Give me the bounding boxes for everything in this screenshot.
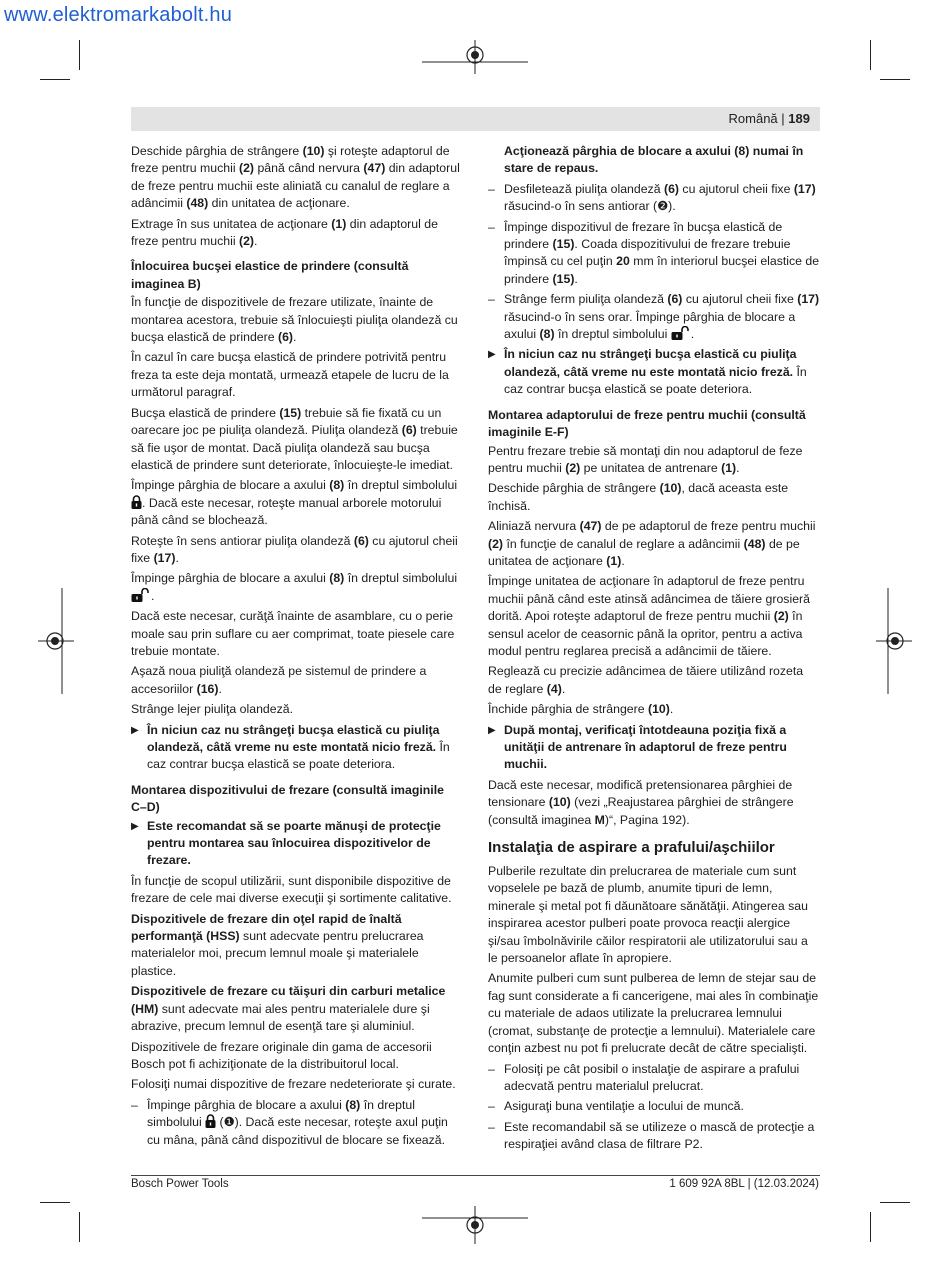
crop-mark (79, 40, 80, 70)
dash-list-item: – Asiguraţi buna ventilaţie a locului de muncă. (488, 1098, 820, 1115)
section-title: Instalaţia de aspirare a prafului/aşchiilor (488, 839, 775, 857)
dash-bullet: – (488, 1061, 495, 1076)
paragraph: Aliniază nervura (47) de pe adaptorul de freze pentru muchii (2) în funcţie de canalul de reglare a adâncimii (48) de pe unitatea de acţionare (1). (488, 519, 816, 568)
dash-list-item: – Folosiţi pe cât posibil o instalaţie de aspirare a prafului adecvată pentru materialul prelucrat. (488, 1061, 800, 1093)
paragraph: Închide pârghia de strângere (10). (488, 702, 674, 717)
left-column (131, 143, 461, 1152)
paragraph: În funcţie de scopul utilizării, sunt disponibile dispozitive de frezare de cele mai diverse execuţii şi sortimente calitative. (131, 873, 452, 906)
paragraph: În cazul în care bucşa elastică de prindere potrivită pentru freza ta este deja montată, urmează etapele de lucru de la următorul paragraf. (131, 350, 449, 400)
paragraph: Deschide pârghia de strângere (10), dacă aceasta este închisă. (488, 481, 789, 513)
dash-bullet: – (488, 292, 495, 307)
paragraph: Împinge pârghia de blocare a axului (8) în dreptul simbolului . Dacă este necesar, roteşte manual arborele motorului până când se blochează. (131, 478, 458, 528)
dash-bullet: – (488, 219, 495, 234)
warning-item: ▶ În niciun caz nu strângeţi bucşa elastică cu piuliţa olandeză, câtă vreme nu este montată nicio freză. În caz contrar bucşa elastică se poate deteriora. (488, 347, 807, 397)
paragraph: Deschide pârghia de strângere (10) şi roteşte adaptorul de freze pentru muchii (2) până când nervura (47) din adaptorul de freze pentru muchii este aliniată cu canalul de reglare a adâncimii (48) din unitatea de acţionare. (131, 144, 460, 211)
paragraph: Pentru frezare trebie să montaţi din nou adaptorul de feze pentru muchii (2) pe unitatea de antrenare (1). (488, 443, 803, 475)
paragraph: Roteşte în sens antiorar piuliţa olandeză (6) cu ajutorul cheii fixe (17). (131, 533, 458, 565)
warning-bullet-icon: ▶ (488, 349, 496, 361)
footer-brand: Bosch Power Tools (131, 1178, 229, 1190)
paragraph: Aşază noua piuliţă olandeză pe sistemul de prindere a accesoriilor (16). (131, 664, 427, 696)
dash-bullet: – (488, 181, 495, 196)
lock-closed-icon (131, 495, 142, 509)
registration-mark-bottom (422, 1206, 528, 1246)
lock-open-icon (671, 326, 691, 340)
footer-divider (131, 1175, 820, 1176)
warning-item: ▶ Este recomandat să se poarte mănuşi de protecţie pentru montarea sau înlocuirea dispozitivelor de frezare. (131, 818, 441, 868)
crop-mark (870, 40, 871, 70)
crop-mark (40, 79, 70, 80)
paragraph: Folosiţi numai dispozitive de frezare nedeteriorate şi curate. (131, 1077, 456, 1092)
right-column (488, 143, 820, 1157)
crop-mark (880, 1202, 910, 1203)
paragraph: În funcţie de dispozitivele de frezare utilizate, înainte de montarea acestora, trebuie să înlocuieşti piuliţa olandeză cu bucşa elastică de prindere (6). (131, 295, 458, 345)
paragraph: Extrage în sus unitatea de acţionare (1) din adaptorul de freze pentru muchii (2). (131, 216, 438, 249)
section-heading: Montarea dispozitivului de frezare (consultă imaginile C–D) (131, 782, 444, 815)
dash-list-item: – Împinge dispozitivul de frezare în bucşa elastică de prindere (15). Coada dispozitivului de frezare trebuie împinsă cu cel puţin 20 mm în interiorul bucşei elastice de prindere (15). (488, 219, 820, 286)
crop-mark (79, 1212, 80, 1242)
lock-closed-icon (205, 1114, 216, 1128)
paragraph: Strânge lejer piuliţa olandeză. (131, 702, 294, 717)
warning-bullet-icon: ▶ (488, 724, 496, 736)
dash-list-item: – Desfiletează piuliţa olandeză (6) cu ajutorul cheii fixe (17) răsucind-o în sens antiorar (❷). (488, 181, 816, 214)
registration-mark-right (876, 588, 912, 694)
page-number: 189 (788, 111, 810, 126)
section-heading: Montarea adaptorului de freze pentru muchii (consultă imaginile E-F) (488, 407, 806, 440)
dash-bullet: – (131, 1097, 138, 1112)
page-header (131, 107, 820, 131)
paragraph: Dispozitivele de frezare originale din gama de accesorii Bosch pot fi achiziţionate de la distribuitorul local. (131, 1039, 432, 1071)
dash-list-item: – Împinge pârghia de blocare a axului (8) în dreptul simbolului (❶). Dacă este necesar, roteşte axul puţin cu mâna, până când dispozitivul de blocare se fixează. (131, 1097, 448, 1147)
paragraph: Împinge pârghia de blocare a axului (8) în dreptul simbolului . (131, 571, 458, 603)
lock-open-icon (131, 588, 151, 602)
warning-bullet-icon: ▶ (131, 724, 139, 736)
registration-mark-top (422, 38, 528, 74)
paragraph: Reglează cu precizie adâncimea de tăiere utilizând rozeta de reglare (4). (488, 664, 804, 696)
section-heading: Înlocuirea bucşei elastice de prindere (consultă imaginea B) (131, 259, 409, 291)
site-watermark[interactable]: www.elektromarkabolt.hu (4, 4, 233, 26)
paragraph: Anumite pulberi cum sunt pulberea de lemn de stejar sau de fag sunt considerate a fi cancerigene, mai ales în combinaţie cu materiale de adaos utilizate la prelucrarea lemnului (cromat, substanţe de protecţie a lemnului). Materialele care conţin azbest nu pot fi prelucrate decât de către specialişti. (488, 971, 819, 1056)
dash-list-item: – Strânge ferm piuliţa olandeză (6) cu ajutorul cheii fixe (17) răsucind-o în sens orar. Împinge pârghia de blocare a axului (8) în dreptul simbolului . (488, 292, 820, 342)
dash-list-item: – Este recomandabil să se utilizeze o mască de protecţie a respiraţiei având clasa de filtrare P2. (488, 1119, 815, 1152)
paragraph: Împinge unitatea de acţionare în adaptorul de freze pentru muchii până când este atinsă adâncimea de tăiere grosieră dorită. Apoi roteşte adaptorul de freze pentru muchii (2) în sensul acelor de ceasornic până la opritor, pentru a activa modul pentru reglarea precisă a adâncimii de tăiere. (488, 574, 810, 658)
paragraph: Dispozitivele de frezare din oţel rapid de înaltă performanţă (HSS) sunt adecvate pentru prelucrarea materialelor moi, precum lemnul moale şi materialele plastice. (131, 911, 424, 978)
crop-mark (870, 1212, 871, 1242)
dash-bullet: – (488, 1099, 495, 1114)
paragraph: Bucşa elastică de prindere (15) trebuie să fie fixată cu un oarecare joc pe piuliţa olandeză. Piuliţa olandeză (6) trebuie să fie uşor de montat. Dacă piuliţa olandeză sau bucşa elastică de prindere sunt deteriorate, înlocuieşte-le imediat. (131, 405, 458, 472)
warning-item: ▶ După montaj, verificaţi întotdeauna poziţia fixă a unităţii de antrenare în adaptorul de freze pentru muchii. (488, 722, 787, 772)
registration-mark-left (38, 588, 74, 694)
footer-doc-id: 1 609 92A 8BL | (12.03.2024) (669, 1178, 819, 1190)
header-text (729, 111, 810, 126)
dash-bullet: – (488, 1119, 495, 1134)
paragraph: Dispozitivele de frezare cu tăişuri din carburi metalice (HM) sunt adecvate mai ales pentru materialele dure şi abrazive, precum lemnul de esenţă tare şi aluminiul. (131, 984, 446, 1034)
header-separator: | (781, 111, 785, 126)
paragraph: Dacă este necesar, modifică pretensionarea pârghiei de tensionare (10) (vezi „Reajustarea pârghiei de strângere (consultă imaginea M)“, Pagina 192). (488, 777, 794, 827)
crop-mark (880, 79, 910, 80)
warning-bullet-icon: ▶ (131, 820, 139, 832)
crop-mark (40, 1202, 70, 1203)
dash-list-item: Acţionează pârghia de blocare a axului (8) numai în stare de repaus. (504, 144, 804, 176)
paragraph: Pulberile rezultate din prelucrarea de materiale cum sunt vopselele pe bază de plumb, anumite tipuri de lemn, minerale şi metal pot fi dăunătoare sănătăţii. Atingerea sau inspirarea acestor pulberi poate provoca reacţii alergice şi/sau îmbolnăvirile căilor respiratorii ale utilizatorului sau a le persoanelor aflate în apropiere. (488, 864, 808, 966)
warning-item: ▶ În niciun caz nu strângeţi bucşa elastică cu piuliţa olandeză, câtă vreme nu este montată nicio freză. În caz contrar bucşa elastică se poate deteriora. (131, 722, 450, 772)
header-section: Română (728, 111, 778, 126)
paragraph: Dacă este necesar, curăţă înainte de asamblare, cu o perie moale sau prin suflare cu aer comprimat, toate piesele care trebuie montate. (131, 609, 455, 658)
